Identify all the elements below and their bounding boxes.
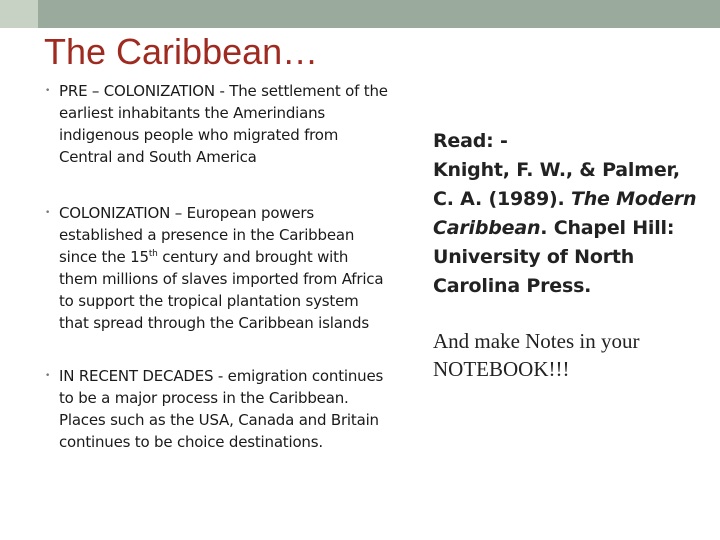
bullet-dot-icon: •: [45, 208, 51, 218]
citation-authors: Knight, F. W., & Palmer, C. A. (1989).: [433, 159, 680, 210]
read-citation: [433, 156, 703, 301]
top-bar: [0, 0, 720, 28]
citation-book-title: The Modern Caribbean: [433, 188, 697, 239]
bullet-text: – European powers established a presence in the Caribbean since the 15: [59, 204, 355, 266]
bullet-lead: PRE – COLONIZATION: [59, 82, 215, 100]
bullet-colonization: [45, 202, 390, 334]
reading-reference: [433, 127, 703, 301]
bullet-lead: COLONIZATION: [59, 204, 171, 222]
bullet-dot-icon: •: [45, 371, 51, 381]
citation-publisher: . Chapel Hill: University of North Carolina Press.: [433, 217, 675, 297]
bullet-text-continued: century and brought with them millions of slaves imported from Africa to support the tropical plantation system that spread through the Caribbean islands: [59, 248, 384, 332]
bullet-lead: IN RECENT DECADES: [59, 367, 214, 385]
notes-reminder: And make Notes in your NOTEBOOK!!!: [433, 329, 640, 381]
slide-title: The Caribbean…: [44, 31, 319, 72]
bullet-text: - The settlement of the earliest inhabitants the Amerindians indigenous people who migrated from Central and South America: [59, 82, 388, 166]
read-label: Read: -: [433, 130, 508, 152]
bullet-dot-icon: •: [45, 86, 51, 96]
top-bar-accent: [0, 0, 38, 28]
bullet-list: [45, 80, 390, 453]
bullet-pre-colonization: [45, 80, 390, 168]
bullet-recent-decades: [45, 365, 390, 453]
bullet-text: - emigration continues to be a major process in the Caribbean. Places such as the USA, Canada and Britain continues to be choice destinations.: [59, 367, 384, 451]
top-bar-band: [0, 0, 720, 28]
bullet-superscript: th: [148, 249, 158, 259]
